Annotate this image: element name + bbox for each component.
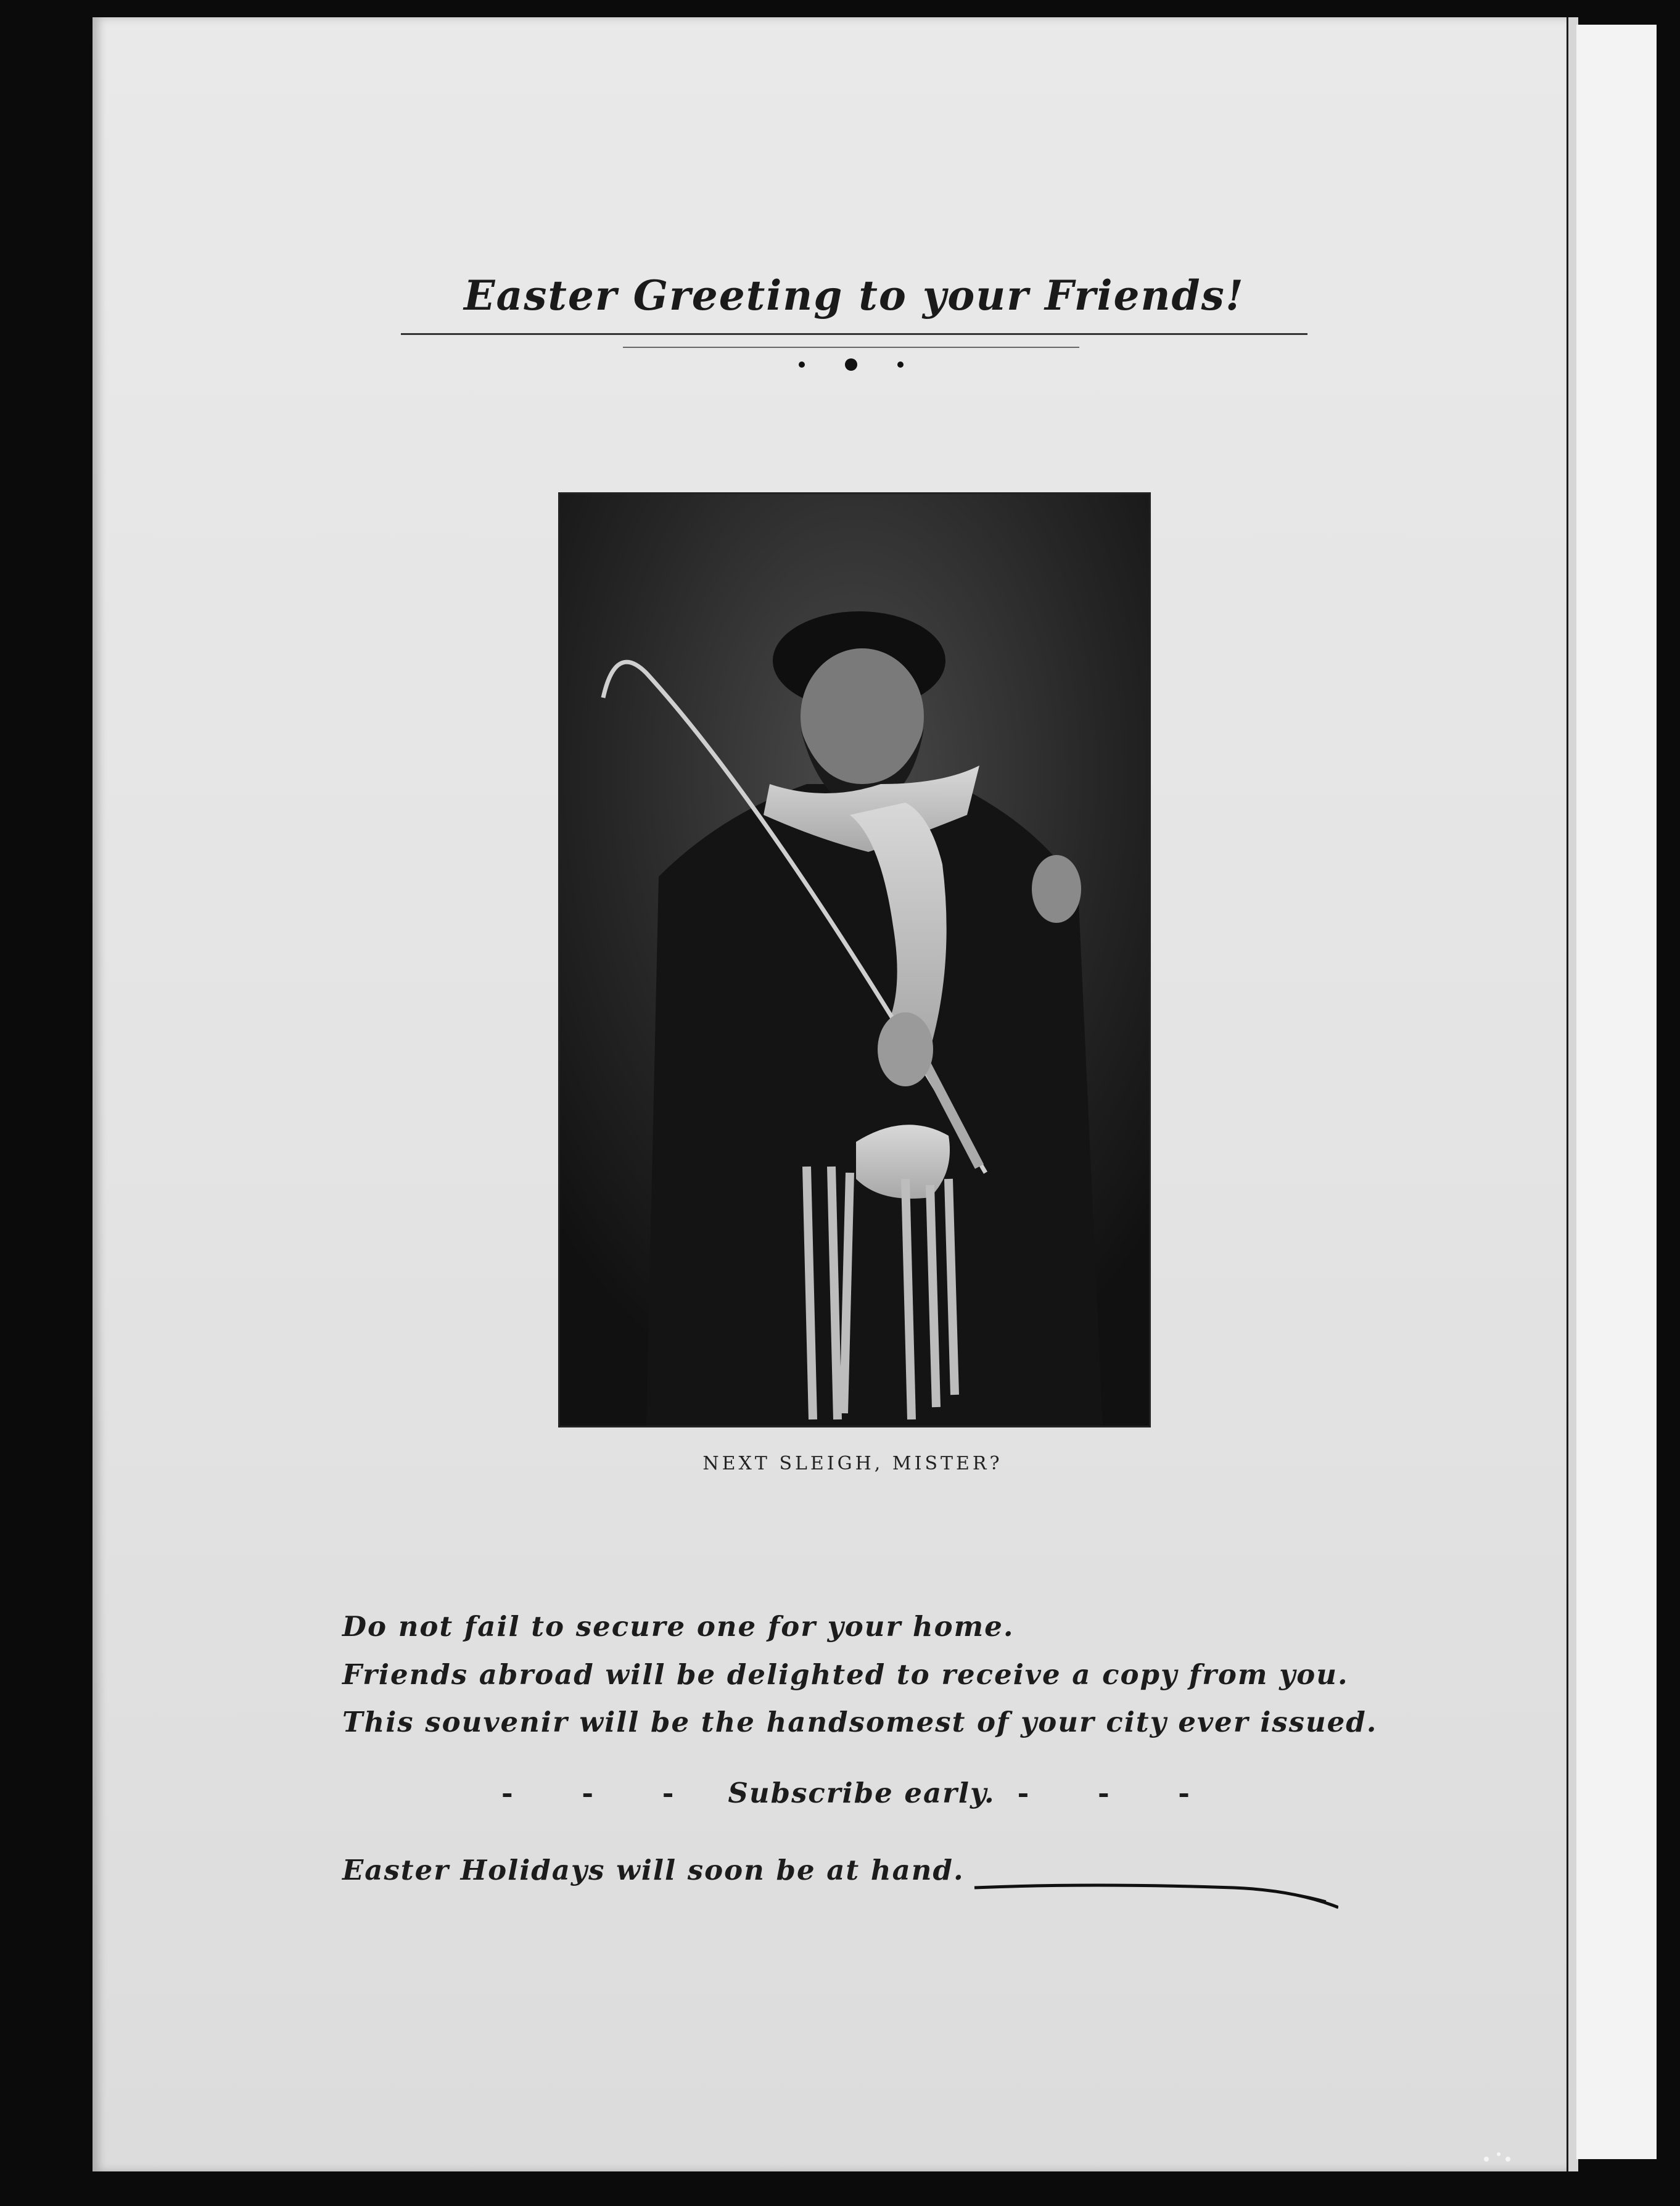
text-line-1: Do not fail to secure one for your home. [342,1610,1015,1643]
left-dashes: - - - [501,1777,704,1809]
portrait-image [560,494,1149,1426]
portrait-photo [558,492,1151,1427]
text-line-2: Friends abroad will be delighted to receive a copy from you. [342,1658,1349,1691]
text-line-3: This souvenir will be the handsomest of your city ever issued. [342,1706,1378,1738]
subscribe-line [501,1777,1219,1809]
right-dashes: - - - [1017,1777,1219,1809]
photo-caption: NEXT SLEIGH, MISTER? [702,1453,1003,1474]
title-subrule [623,347,1079,348]
dot-ornament [777,355,925,373]
subscribe-text: Subscribe early. [728,1777,995,1809]
text-line-5: Easter Holidays will soon be at hand. [342,1854,965,1886]
adjacent-page-strip [1576,25,1657,2159]
scan-marks [1480,2147,1517,2165]
pen-flourish [968,1869,1338,1919]
title-rule [401,333,1307,335]
page-title: Easter Greeting to your Friends! [464,271,1245,320]
